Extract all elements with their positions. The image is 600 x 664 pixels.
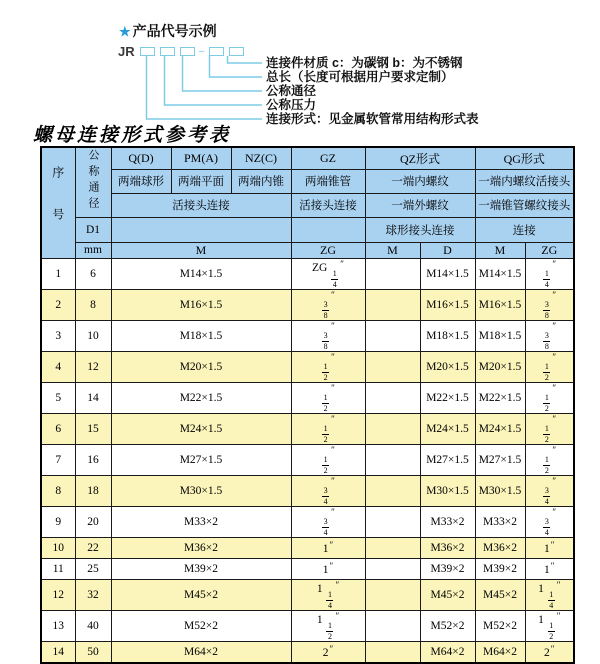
cell-dn-mm: 22 (75, 537, 111, 558)
cell-qz-d: M20×1.5 (420, 351, 475, 382)
cell-qg-m: M24×1.5 (475, 413, 525, 444)
cell-dn-mm: 40 (75, 610, 111, 641)
cell-qz-m (365, 579, 420, 610)
code-label-length: 总长（长度可根据用户要求定制） (266, 70, 454, 84)
cell-qz-m (365, 382, 420, 413)
cell-gz-zg: $\frac{1}{2}$ ″ (291, 413, 365, 444)
header-qg-row3: 一端锥管螺纹接头 (475, 193, 574, 217)
cell-serial: 7 (41, 444, 75, 475)
table-title: 螺母连接形式参考表 (33, 124, 232, 146)
cell-serial: 10 (41, 537, 75, 558)
cell-m-thread: M45×2 (111, 579, 291, 610)
cell-qz-m (365, 320, 420, 351)
cell-qg-m: M36×2 (475, 537, 525, 558)
code-prefix: JR (118, 44, 135, 59)
cell-qg-zg: 1″ (525, 558, 574, 579)
cell-gz-zg: $\frac{3}{8}$ ″ (291, 289, 365, 320)
cell-dn-mm: 32 (75, 579, 111, 610)
table-row (41, 641, 574, 663)
table-row (41, 506, 574, 537)
cell-qz-d: M45×2 (420, 579, 475, 610)
cell-qg-zg: $\frac{1}{2}$ ″ (525, 351, 574, 382)
cell-qz-d: M24×1.5 (420, 413, 475, 444)
cell-dn-mm: 18 (75, 475, 111, 506)
cell-dn-mm: 12 (75, 351, 111, 382)
cell-qz-d: M22×1.5 (420, 382, 475, 413)
cell-qz-d: M14×1.5 (420, 258, 475, 289)
code-label-diameter: 公称通径 (266, 84, 317, 98)
cell-qz-d: M33×2 (420, 506, 475, 537)
header-code-qz: QZ形式 (365, 147, 475, 169)
cell-qz-d: M52×2 (420, 610, 475, 641)
header-nz-ends: 两端内锥 (231, 169, 291, 193)
cell-qz-m (365, 258, 420, 289)
cell-gz-zg: 2″ (291, 641, 365, 663)
product-code-heading-text: 产品代号示例 (132, 23, 217, 39)
cell-m-thread: M16×1.5 (111, 289, 291, 320)
header-unit-qz-d: D (420, 242, 475, 258)
cell-qg-m: M39×2 (475, 558, 525, 579)
cell-serial: 1 (41, 258, 75, 289)
table-row (41, 558, 574, 579)
cell-qz-m (365, 444, 420, 475)
table-row (41, 320, 574, 351)
cell-qz-m (365, 558, 420, 579)
header-code-qg: QG形式 (475, 147, 574, 169)
cell-qz-d: M36×2 (420, 537, 475, 558)
cell-qz-m (365, 475, 420, 506)
cell-qz-d: M16×1.5 (420, 289, 475, 320)
cell-m-thread: M36×2 (111, 537, 291, 558)
cell-qg-zg: 1 $\frac{1}{2}$ ″ (525, 610, 574, 641)
cell-m-thread: M14×1.5 (111, 258, 291, 289)
header-q-ends: 两端球形 (111, 169, 171, 193)
header-code-pm: PM(A) (171, 147, 231, 169)
cell-qz-m (365, 537, 420, 558)
table-header (41, 147, 574, 258)
cell-gz-zg: $\frac{3}{4}$ ″ (291, 475, 365, 506)
cell-serial: 9 (41, 506, 75, 537)
cell-qz-d: M39×2 (420, 558, 475, 579)
cell-dn-mm: 16 (75, 444, 111, 475)
header-dn-text: 公称通径 (87, 148, 99, 213)
table-row (41, 258, 574, 289)
cell-gz-zg: 1 $\frac{1}{2}$ ″ (291, 610, 365, 641)
header-empty-cell (111, 217, 291, 242)
header-mm: mm (75, 242, 111, 258)
cell-qg-m: M30×1.5 (475, 475, 525, 506)
cell-m-thread: M64×2 (111, 641, 291, 663)
header-unit-m: M (111, 242, 291, 258)
table-row (41, 289, 574, 320)
cell-qz-d: M64×2 (420, 641, 475, 663)
header-qg-row2: 一端内螺纹活接头 (475, 169, 574, 193)
cell-m-thread: M39×2 (111, 558, 291, 579)
cell-serial: 5 (41, 382, 75, 413)
table-row (41, 413, 574, 444)
cell-m-thread: M52×2 (111, 610, 291, 641)
cell-dn-mm: 8 (75, 289, 111, 320)
cell-qg-zg: 1″ (525, 537, 574, 558)
cell-serial: 13 (41, 610, 75, 641)
cell-m-thread: M30×1.5 (111, 475, 291, 506)
cell-qg-m: M33×2 (475, 506, 525, 537)
cell-qz-d: M18×1.5 (420, 320, 475, 351)
cell-qg-zg: $\frac{3}{8}$ ″ (525, 289, 574, 320)
cell-dn-mm: 15 (75, 413, 111, 444)
cell-qg-zg: $\frac{1}{2}$ ″ (525, 413, 574, 444)
cell-serial: 3 (41, 320, 75, 351)
table-row (41, 579, 574, 610)
cell-dn-mm: 25 (75, 558, 111, 579)
cell-qg-zg: $\frac{1}{2}$ ″ (525, 382, 574, 413)
header-empty-cell (291, 217, 365, 242)
cell-gz-zg: 1″ (291, 537, 365, 558)
header-unit-qg-zg: ZG (525, 242, 574, 258)
code-boxes (140, 46, 249, 56)
header-serial (41, 147, 75, 258)
header-qz-row3: 一端外螺纹 (365, 193, 475, 217)
cell-serial: 2 (41, 289, 75, 320)
code-box (229, 47, 244, 56)
cell-m-thread: M24×1.5 (111, 413, 291, 444)
cell-gz-zg: $\frac{3}{4}$ ″ (291, 506, 365, 537)
cell-qg-zg: $\frac{3}{4}$ ″ (525, 506, 574, 537)
cell-qg-m: M18×1.5 (475, 320, 525, 351)
cell-qg-m: M20×1.5 (475, 351, 525, 382)
code-box (209, 47, 224, 56)
cell-m-thread: M18×1.5 (111, 320, 291, 351)
cell-serial: 8 (41, 475, 75, 506)
cell-gz-zg: 1″ (291, 558, 365, 579)
cell-gz-zg: $\frac{1}{2}$ ″ (291, 351, 365, 382)
header-pm-ends: 两端平面 (171, 169, 231, 193)
header-qpn-conn: 活接头连接 (111, 193, 291, 217)
cell-gz-zg: ZG $\frac{1}{4}$ ″ (291, 258, 365, 289)
cell-gz-zg: $\frac{3}{8}$ ″ (291, 320, 365, 351)
header-qg-row4: 连接 (475, 217, 574, 242)
cell-gz-zg: $\frac{1}{2}$ ″ (291, 444, 365, 475)
header-code-q: Q(D) (111, 147, 171, 169)
code-box (140, 47, 155, 56)
cell-qg-m: M22×1.5 (475, 382, 525, 413)
cell-dn-mm: 6 (75, 258, 111, 289)
cell-m-thread: M20×1.5 (111, 351, 291, 382)
header-dn (75, 147, 111, 217)
code-label-material: 连接件材质 c：为碳钢 b：为不锈钢 (266, 56, 463, 70)
cell-serial: 11 (41, 558, 75, 579)
header-qz-row4: 球形接头连接 (365, 217, 475, 242)
cell-serial: 14 (41, 641, 75, 663)
cell-qg-m: M64×2 (475, 641, 525, 663)
cell-qg-m: M45×2 (475, 579, 525, 610)
cell-qg-m: M27×1.5 (475, 444, 525, 475)
code-box (160, 47, 175, 56)
cell-m-thread: M27×1.5 (111, 444, 291, 475)
header-d1: D1 (75, 217, 111, 242)
header-unit-zg: ZG (291, 242, 365, 258)
cell-qg-zg: 2″ (525, 641, 574, 663)
cell-qz-m (365, 506, 420, 537)
cell-qz-m (365, 610, 420, 641)
cell-dn-mm: 10 (75, 320, 111, 351)
cell-qg-zg: $\frac{3}{8}$ ″ (525, 320, 574, 351)
code-label-pressure: 公称压力 (266, 98, 317, 112)
table-row (41, 382, 574, 413)
cell-qg-m: M14×1.5 (475, 258, 525, 289)
cell-qz-m (365, 289, 420, 320)
cell-qz-d: M27×1.5 (420, 444, 475, 475)
cell-qz-d: M30×1.5 (420, 475, 475, 506)
cell-serial: 6 (41, 413, 75, 444)
header-gz-ends: 两端锥管 (291, 169, 365, 193)
cell-qg-m: M52×2 (475, 610, 525, 641)
header-unit-qz-m: M (365, 242, 420, 258)
cell-dn-mm: 20 (75, 506, 111, 537)
nut-connection-table (40, 146, 575, 664)
cell-qz-m (365, 413, 420, 444)
header-unit-qg-m: M (475, 242, 525, 258)
cell-qg-zg: $\frac{1}{4}$ ″ (525, 258, 574, 289)
table-row (41, 610, 574, 641)
cell-qz-m (365, 351, 420, 382)
code-label-connection: 连接形式：见金属软管常用结构形式表 (266, 112, 479, 126)
star-icon: ★ (119, 24, 131, 39)
cell-qg-zg: $\frac{3}{4}$ ″ (525, 475, 574, 506)
header-code-gz: GZ (291, 147, 365, 169)
cell-serial: 4 (41, 351, 75, 382)
cell-gz-zg: 1 $\frac{1}{4}$ ″ (291, 579, 365, 610)
cell-qz-m (365, 641, 420, 663)
cell-qg-m: M16×1.5 (475, 289, 525, 320)
cell-dn-mm: 14 (75, 382, 111, 413)
header-gz-conn: 活接头连接 (291, 193, 365, 217)
table-row (41, 537, 574, 558)
table-row (41, 444, 574, 475)
header-serial-text: 序号 (50, 166, 65, 251)
header-code-nz: NZ(C) (231, 147, 291, 169)
cell-serial: 12 (41, 579, 75, 610)
code-dash: – (199, 44, 205, 57)
header-qz-row2: 一端内螺纹 (365, 169, 475, 193)
table-row (41, 351, 574, 382)
cell-m-thread: M33×2 (111, 506, 291, 537)
code-box (180, 47, 195, 56)
cell-dn-mm: 50 (75, 641, 111, 663)
product-code-heading (119, 21, 217, 41)
cell-qg-zg: $\frac{1}{2}$ ″ (525, 444, 574, 475)
cell-qg-zg: 1 $\frac{1}{4}$ ″ (525, 579, 574, 610)
cell-gz-zg: $\frac{1}{2}$ ″ (291, 382, 365, 413)
table-row (41, 475, 574, 506)
table-body (41, 258, 574, 663)
cell-m-thread: M22×1.5 (111, 382, 291, 413)
